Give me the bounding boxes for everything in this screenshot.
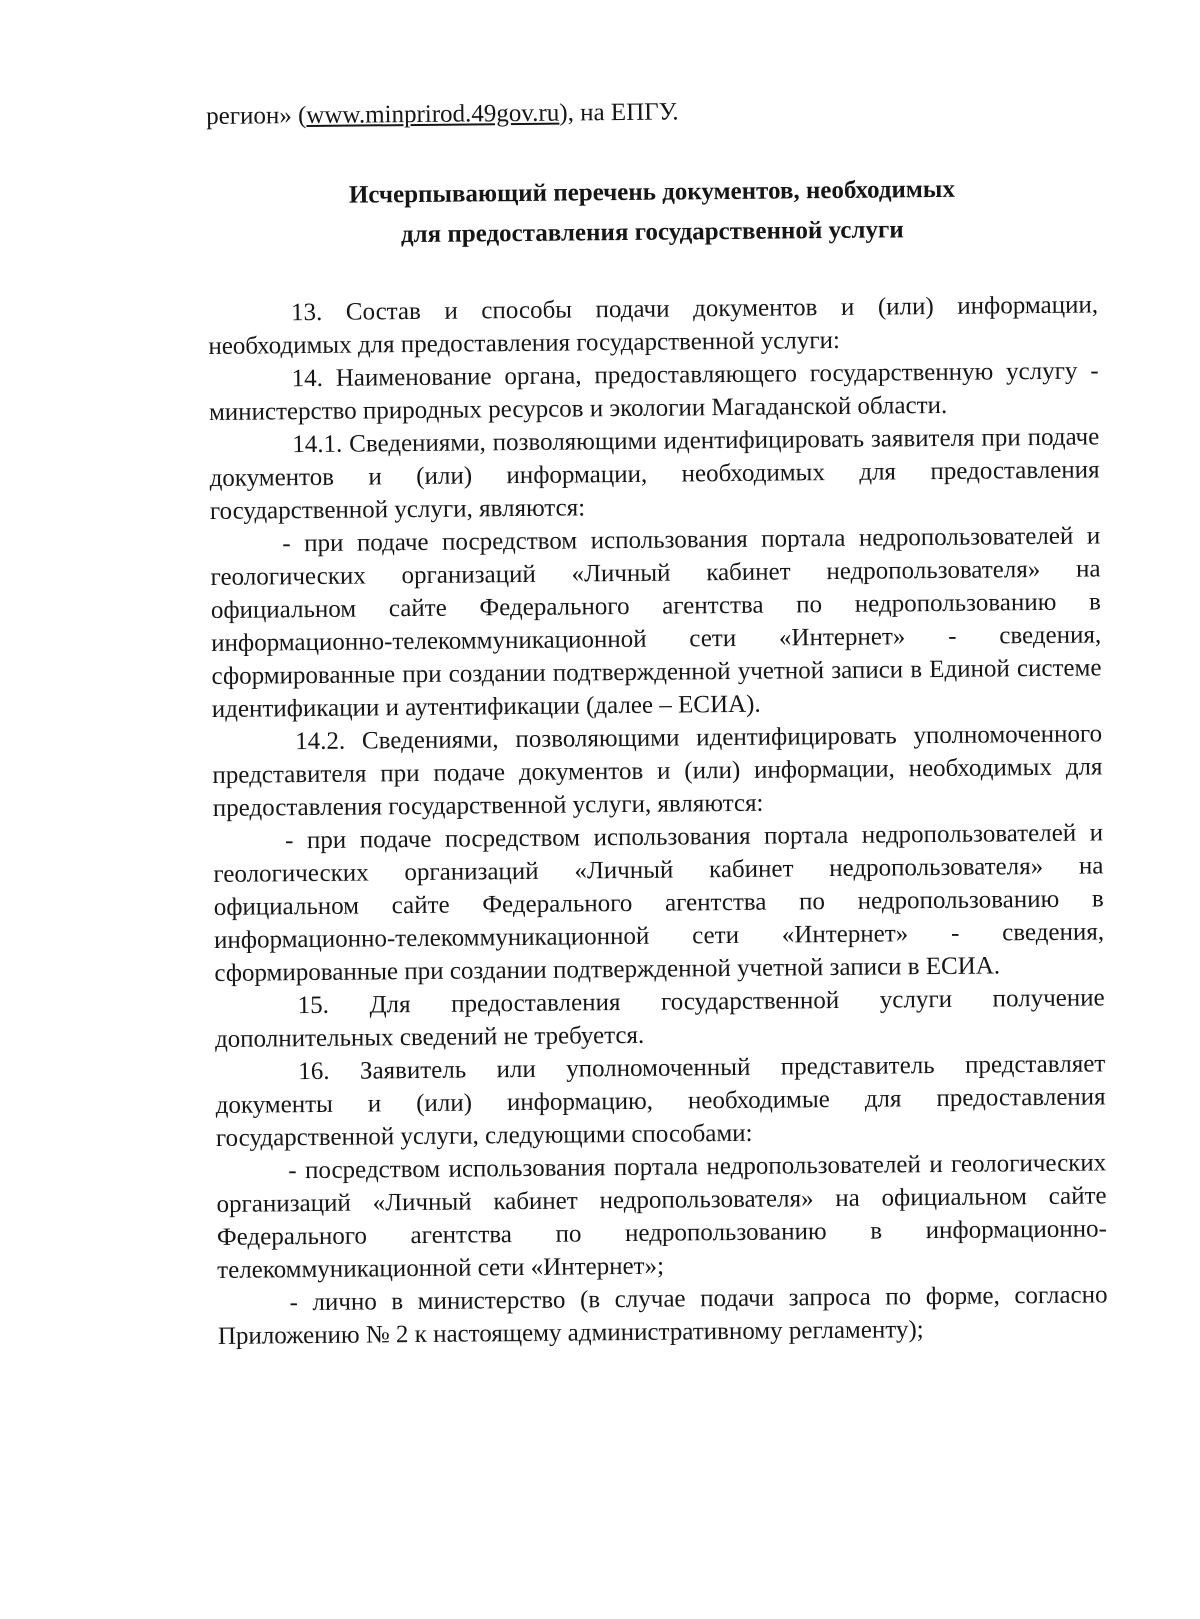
section-heading — [207, 168, 1098, 257]
paragraph-16: 16. Заявитель или уполномоченный представитель представляет документы и (или) информацию, необходимые для предоставления государственной услуги, следующими способами: — [215, 1050, 1106, 1152]
ministry-website-link[interactable]: www.minprirod.49gov.ru — [306, 99, 560, 130]
intro-text-after: ), на ЕПГУ. — [559, 98, 679, 127]
section-heading-line-2: для предоставления государственной услуги — [400, 216, 904, 249]
paragraph-14-2-item: - при подаче посредством использования портала недропользователей и геологических организаций «Личный кабинет недропользователя» на официальном сайте Федерального агентства по недропользованию в информационно-телекоммуникационной сети «Интернет» - сведения, сформированные при создании подтвержденной учетной записи в ЕСИА. — [213, 819, 1105, 987]
paragraph-16-item-1: - посредством использования портала недропользователей и геологических организаций «Личный кабинет недропользователя» на официальном сайте Федерального агентства по недропользованию в информационно-телекоммуникационной сети «Интернет»; — [216, 1149, 1108, 1284]
document-body — [206, 91, 1108, 1352]
paragraph-16-item-2: - лично в министерство (в случае подачи запроса по форме, согласно Приложению № 2 к настоящему административному регламенту); — [217, 1281, 1108, 1350]
intro-line — [206, 91, 1096, 133]
paragraph-13: 13. Состав и способы подачи документов и (или) информации, необходимых для предоставления государственной услуги: — [208, 291, 1099, 360]
section-heading-line-1: Исчерпывающий перечень документов, необходимых — [348, 175, 956, 209]
paragraph-14-1-item: - при подаче посредством использования портала недропользователей и геологических организаций «Личный кабинет недропользователя» на официальном сайте Федерального агентства по недропользованию в информационно-телекоммуникационной сети «Интернет» - сведения, сформированные при создании подтвержденной учетной записи в Единой системе идентификации и аутентификации (далее – ЕСИА). — [210, 522, 1102, 723]
paragraph-14-1: 14.1. Сведениями, позволяющими идентифицировать заявителя при подаче документов и (или) информации, необходимых для предоставления государственной услуги, являются: — [209, 423, 1100, 525]
paragraph-14: 14. Наименование органа, предоставляющего государственную услугу - министерство природных ресурсов и экологии Магаданской области. — [208, 357, 1099, 426]
paragraph-15: 15. Для предоставления государственной услуги получение дополнительных сведений не требуется. — [214, 984, 1105, 1053]
intro-text-before: регион» ( — [206, 102, 307, 130]
paragraph-14-2: 14.2. Сведениями, позволяющими идентифицировать уполномоченного представителя при подаче документов и (или) информации, необходимых для предоставления государственной услуги, являются: — [212, 720, 1103, 822]
